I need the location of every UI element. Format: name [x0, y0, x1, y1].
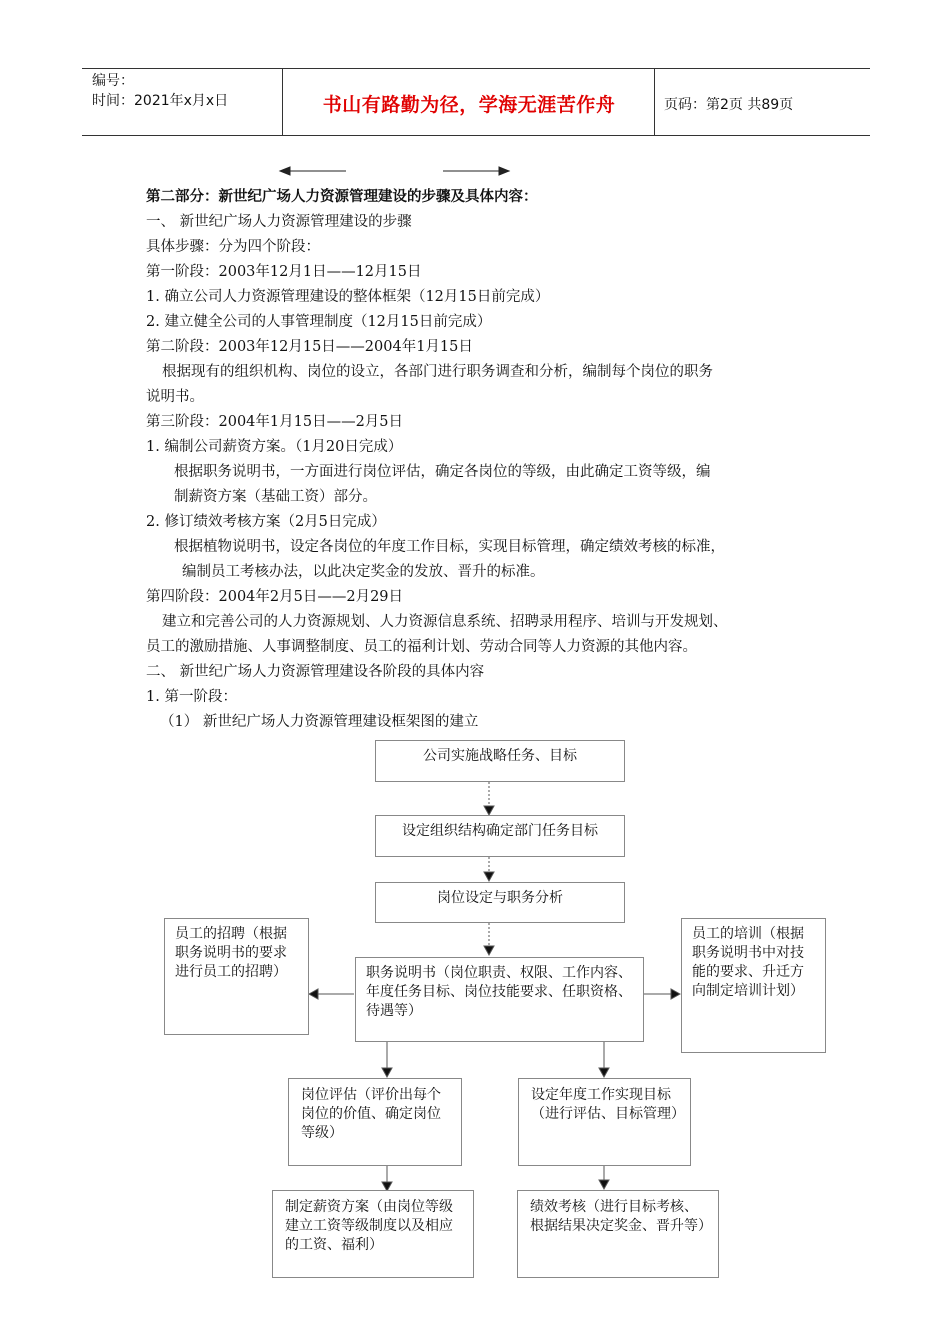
box-job-evaluation: 岗位评估（评价出每个岗位的价值、确定岗位等级） [288, 1078, 462, 1166]
text-line-15: 编制员工考核办法，以此决定奖金的发放、晋升的标准。 [182, 564, 545, 580]
box-performance: 绩效考核（进行目标考核、根据结果决定奖金、晋升等） [517, 1190, 719, 1278]
text-line-2: 具体步骤：分为四个阶段： [146, 239, 320, 255]
box-org-structure: 设定组织结构确定部门任务目标 [375, 815, 625, 857]
text-line-6: 第二阶段：2003年12月15日——2004年1月15日 [146, 339, 473, 355]
text-line-11: 根据职务说明书，一方面进行岗位评估，确定各岗位的等级，由此确定工资等级，编 [174, 464, 711, 480]
arrow-right-icon [671, 989, 680, 999]
arrow-left-icon [309, 989, 318, 999]
text-line-1: 一、 新世纪广场人力资源管理建设的步骤 [146, 214, 412, 230]
text-line-9: 第三阶段：2004年1月15日——2月5日 [146, 414, 404, 430]
text-line-13: 2. 修订绩效考核方案（2月5日完成） [146, 514, 386, 530]
text-line-19: 二、 新世纪广场人力资源管理建设各阶段的具体内容 [146, 664, 485, 680]
arrow-down-icon [599, 1180, 609, 1189]
box-job-analysis: 岗位设定与职务分析 [375, 882, 625, 923]
text-line-8: 说明书。 [146, 389, 204, 405]
page-number-label: 页码：第2页 共89页 [664, 97, 794, 113]
arrow-down-icon [382, 1068, 392, 1077]
text-line-16: 第四阶段：2004年2月5日——2月29日 [146, 589, 404, 605]
arrow-down-icon [484, 872, 494, 881]
header-motto: 书山有路勤为径，学海无涯苦作舟 [322, 94, 616, 116]
box-training: 员工的培训（根据职务说明书中对技能的要求、升迁方向制定培训计划） [681, 918, 826, 1053]
text-line-20: 1. 第一阶段： [146, 689, 237, 705]
box-salary-plan: 制定薪资方案（由岗位等级建立工资等级制度以及相应的工资、福利） [272, 1190, 474, 1278]
box-job-description: 职务说明书（岗位职责、权限、工作内容、年度任务目标、岗位技能要求、任职资格、待遇等） [355, 957, 644, 1042]
text-line-18: 员工的激励措施、人事调整制度、员工的福利计划、劳动合同等人力资源的其他内容。 [146, 639, 697, 655]
text-line-3: 第一阶段：2003年12月1日——12月15日 [146, 264, 422, 280]
text-line-10: 1. 编制公司薪资方案。（1月20日完成） [146, 439, 403, 455]
arrow-down-icon [484, 806, 494, 815]
box-strategy: 公司实施战略任务、目标 [375, 740, 625, 782]
box-recruitment: 员工的招聘（根据职务说明书的要求进行员工的招聘） [164, 918, 309, 1035]
text-line-4: 1. 确立公司人力资源管理建设的整体框架（12月15日前完成） [146, 289, 550, 305]
text-line-7: 根据现有的组织机构、岗位的设立，各部门进行职务调查和分析，编制每个岗位的职务 [162, 364, 713, 380]
text-line-17: 建立和完善公司的人力资源规划、人力资源信息系统、招聘录用程序、培训与开发规划、 [162, 614, 728, 630]
text-line-21: （1） 新世纪广场人力资源管理建设框架图的建立 [160, 714, 479, 730]
section-title: 第二部分：新世纪广场人力资源管理建设的步骤及具体内容： [146, 188, 538, 205]
text-line-5: 2. 建立健全公司的人事管理制度（12月15日前完成） [146, 314, 492, 330]
box-annual-goals: 设定年度工作实现目标（进行评估、目标管理） [518, 1078, 691, 1166]
arrow-down-icon [484, 946, 494, 955]
text-line-14: 根据植物说明书，设定各岗位的年度工作目标，实现目标管理，确定绩效考核的标准， [174, 539, 725, 555]
doc-time-label: 时间：2021年x月x日 [92, 93, 229, 109]
doc-number-label: 编号： [92, 73, 134, 89]
arrow-down-icon [599, 1068, 609, 1077]
text-line-12: 制薪资方案（基础工资）部分。 [174, 489, 377, 505]
